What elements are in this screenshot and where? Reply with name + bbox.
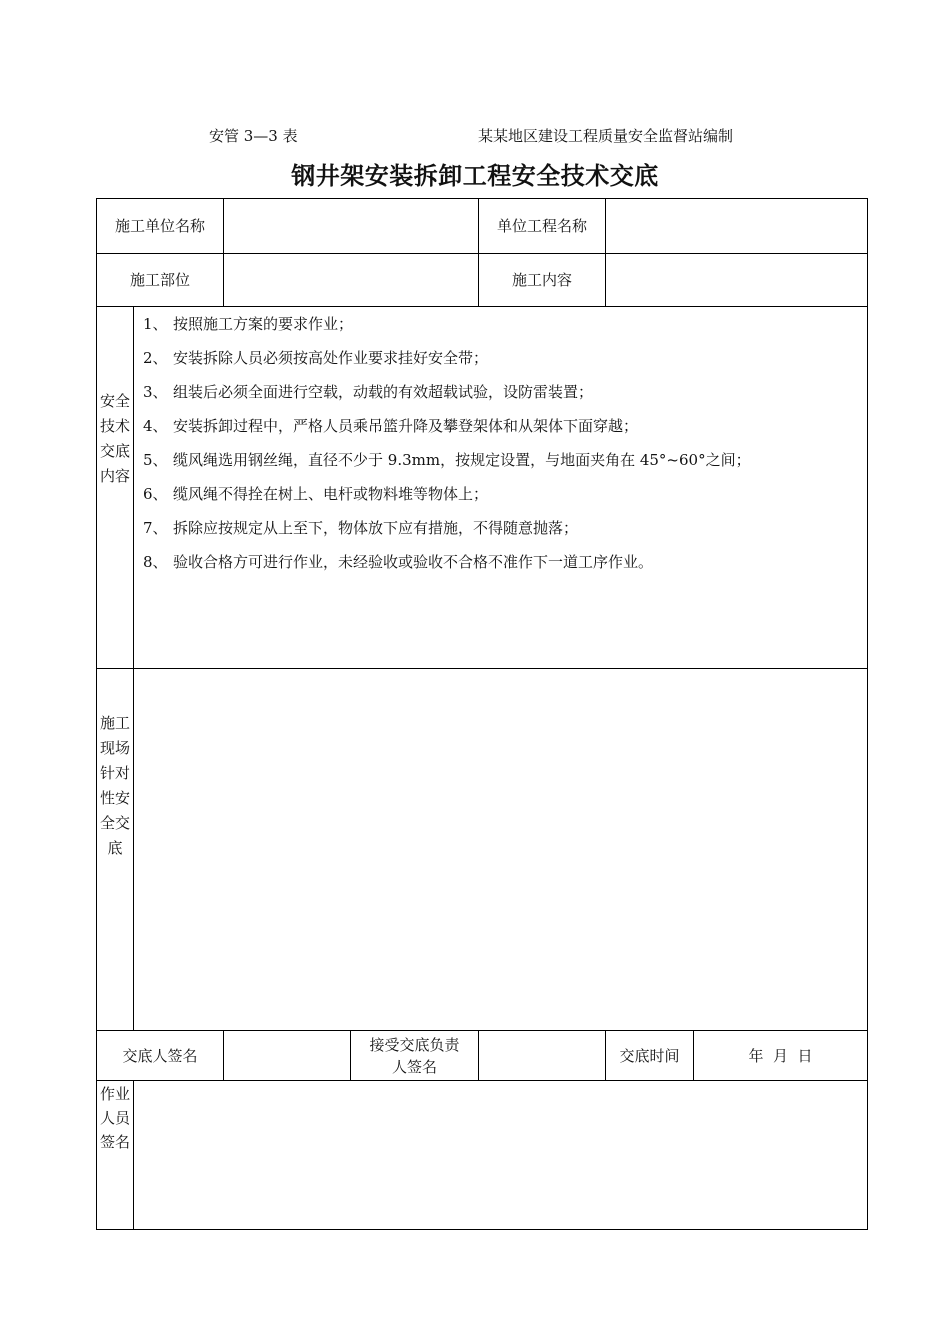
disclosure-time-field[interactable]: 年 月 日 [748, 1046, 813, 1065]
safety-item [143, 549, 863, 583]
safety-item [143, 447, 863, 481]
safety-item [143, 345, 863, 379]
form-code: 安管 3—3 表 [209, 127, 298, 145]
project-name-label: 单位工程名称 [496, 217, 587, 235]
safety-item [143, 379, 863, 413]
site-disclosure-label: 施工现场针对性安全交底 [99, 714, 130, 857]
unit-name-label: 施工单位名称 [114, 217, 205, 235]
safety-item-number: 1、 [143, 315, 168, 333]
safety-item [143, 311, 863, 345]
safety-item-text: 拆除应按规定从上至下，物体放下应有措施，不得随意抛落； [173, 519, 579, 537]
disclosure-form-table [96, 198, 868, 1230]
safety-item-number: 7、 [143, 519, 168, 537]
project-name-field[interactable] [606, 199, 867, 253]
receiver-signature-label: 接受交底负责人签名 [369, 1035, 460, 1076]
construction-content-label: 施工内容 [511, 271, 572, 289]
safety-item-number: 4、 [143, 417, 168, 435]
safety-item-number: 2、 [143, 349, 168, 367]
page-title: 钢井架安装拆卸工程安全技术交底 [291, 161, 659, 190]
safety-item-number: 6、 [143, 485, 168, 503]
construction-content-field[interactable] [606, 254, 867, 306]
site-disclosure-field[interactable] [134, 669, 867, 1030]
safety-item-text: 缆风绳选用钢丝绳，直径不少于 9.3mm，按规定设置，与地面夹角在 45°~60°之间； [173, 451, 751, 469]
safety-item-text: 按照施工方案的要求作业； [173, 315, 354, 333]
safety-item-number: 3、 [143, 383, 168, 401]
discloser-signature-field[interactable] [224, 1031, 350, 1080]
compiler-org: 某某地区建设工程质量安全监督站编制 [478, 127, 734, 145]
safety-content-list [143, 311, 863, 583]
safety-item [143, 515, 863, 549]
safety-item-text: 验收合格方可进行作业，未经验收或验收不合格不准作下一道工序作业。 [173, 553, 654, 571]
safety-item-number: 8、 [143, 553, 168, 571]
receiver-signature-field[interactable] [479, 1031, 605, 1080]
safety-item [143, 413, 863, 447]
construction-part-label: 施工部位 [129, 271, 190, 289]
unit-name-field[interactable] [224, 199, 478, 253]
safety-item-text: 组装后必须全面进行空载，动载的有效超载试验，设防雷装置； [173, 383, 594, 401]
workers-signature-label: 作业人员签名 [99, 1085, 130, 1151]
workers-signature-field[interactable] [134, 1081, 867, 1229]
discloser-signature-label: 交底人签名 [122, 1046, 198, 1065]
safety-item-text: 安装拆除人员必须按高处作业要求挂好安全带； [173, 349, 489, 367]
safety-item-text: 安装拆卸过程中，严格人员乘吊篮升降及攀登架体和从架体下面穿越； [173, 417, 639, 435]
safety-content-label: 安全技术交底内容 [99, 392, 130, 485]
construction-part-field[interactable] [224, 254, 478, 306]
safety-content-area [97, 307, 867, 668]
safety-item-text: 缆风绳不得拴在树上、电杆或物料堆等物体上； [173, 485, 489, 503]
safety-item [143, 481, 863, 515]
disclosure-time-label: 交底时间 [619, 1046, 680, 1065]
safety-item-number: 5、 [143, 451, 168, 469]
